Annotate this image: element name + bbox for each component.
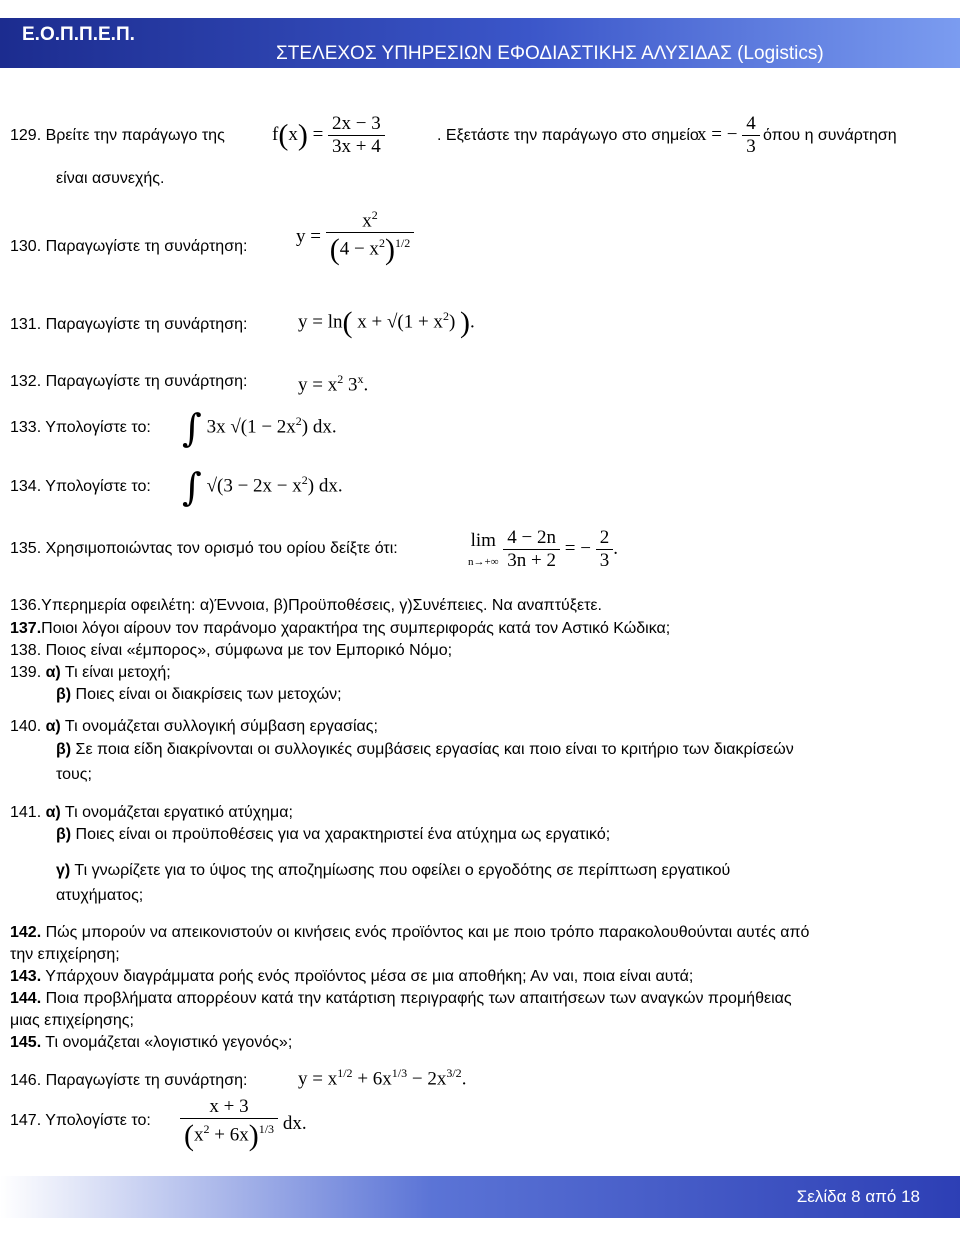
q138-text: 138. Ποιος είναι «έμπορος», σύμφωνα με τον Εμπορικό Νόμο; bbox=[10, 642, 453, 659]
q137 bbox=[10, 620, 670, 638]
q139-b bbox=[56, 686, 342, 704]
q140-a bbox=[10, 718, 378, 736]
q133-formula: ∫ 3x $√(1 - 2x^2)$ dx. bbox=[182, 406, 337, 450]
q135-text: 135. Χρησιμοποιώντας τον ορισμό του ορίου δείξτε ότι: bbox=[10, 540, 398, 557]
q137-text: Ποιοι λόγοι αίρουν τον παράνομο χαρακτήρα της συμπεριφοράς κατά τον Αστικό Κώδικα; bbox=[41, 620, 671, 637]
q141-b bbox=[56, 826, 610, 844]
q133-text: 133. Υπολογίστε το: bbox=[10, 419, 151, 436]
q145-num: 145. bbox=[10, 1034, 42, 1051]
q137-num: 137. bbox=[10, 620, 42, 637]
org-name: Ε.Ο.Π.Π.Ε.Π. bbox=[22, 24, 135, 45]
q129-line2: είναι ασυνεχής. bbox=[56, 170, 165, 187]
q142 bbox=[10, 924, 809, 942]
q142-text2: την επιχείρηση; bbox=[10, 946, 120, 963]
q141-b-label: β) bbox=[56, 826, 72, 843]
q140-b-label: β) bbox=[56, 741, 72, 758]
q141-c-label: γ) bbox=[56, 862, 71, 879]
page-header bbox=[0, 0, 960, 84]
q129-suffix: όπου η συνάρτηση bbox=[763, 127, 897, 144]
q140-num: 140. bbox=[10, 718, 42, 735]
q140-a-label: α) bbox=[45, 718, 61, 735]
q142-num: 142. bbox=[10, 924, 42, 941]
q129-function: f(x) = $\frac{2x - 3}{3x + 4}$ bbox=[272, 113, 385, 158]
q139-b-text: Ποιες είναι οι διακρίσεις των μετοχών; bbox=[75, 686, 342, 703]
q139-a-label: α) bbox=[45, 664, 61, 681]
page-number: Σελίδα 8 από 18 bbox=[796, 1187, 920, 1206]
q147-text: 147. Υπολογίστε το: bbox=[10, 1112, 151, 1129]
q146-text: 146. Παραγωγίστε τη συνάρτηση: bbox=[10, 1072, 248, 1089]
q142-text: Πώς μπορούν να απεικονιστούν οι κινήσεις ενός προϊόντος και με ποιο τρόπο παρακολουθούνται αυτές από bbox=[45, 924, 810, 941]
q145-text: Τι ονομάζεται «λογιστικό γεγονός»; bbox=[45, 1034, 293, 1051]
q143-text: Υπάρχουν διαγράμματα ροής ενός προϊόντος μέσα σε μια αποθήκη; Αν ναι, ποια είναι αυτά; bbox=[45, 968, 694, 985]
q141-a-label: α) bbox=[45, 804, 61, 821]
q141-a bbox=[10, 804, 293, 822]
q141-c2: ατυχήματος; bbox=[56, 887, 144, 904]
q140-b2: τους; bbox=[56, 766, 92, 783]
q140-a-text: Τι ονομάζεται συλλογική σύμβαση εργασίας; bbox=[64, 718, 378, 735]
q132-formula: $y = x^2$ 3$^x$. bbox=[298, 372, 369, 396]
q129-middle: . Εξετάστε την παράγωγο στο σημείο bbox=[437, 127, 699, 144]
q131-text: 131. Παραγωγίστε τη συνάρτηση: bbox=[10, 316, 248, 333]
q132-text: 132. Παραγωγίστε τη συνάρτηση: bbox=[10, 373, 248, 390]
q131-formula: y = ln( $x + √(1 + x^2)$ ). bbox=[298, 306, 475, 339]
q144-text2: μιας επιχείρησης; bbox=[10, 1012, 134, 1029]
q144-num: 144. bbox=[10, 990, 42, 1007]
q135-formula: lim n→+∞ $\frac{4 - 2n}{3n + 2}$ = − $\frac{2}{3}$ . bbox=[468, 527, 618, 571]
q139-a-text: Τι είναι μετοχή; bbox=[64, 664, 171, 681]
q129-point: x = − $\frac{4}{3}$ bbox=[697, 113, 760, 158]
q146-formula: $y = x^{1/2} + 6x^{1/3} - 2x^{3/2}$. bbox=[298, 1066, 467, 1090]
q145 bbox=[10, 1034, 292, 1052]
q134-text: 134. Υπολογίστε το: bbox=[10, 478, 151, 495]
q129-prefix: 129. Βρείτε την παράγωγο της bbox=[10, 127, 225, 144]
q144-text: Ποια προβλήματα απορρέουν κατά την κατάρτιση περιγραφής των απαιτήσεων των αναγκών προμήθειας bbox=[45, 990, 792, 1007]
q147-formula: $\frac{x + 3}{(x^2 + 6x)^{1/3}}$ dx. bbox=[180, 1096, 307, 1153]
q130-formula: y = $\frac{x^2}{(4 - x^2)^{1/2}}$ bbox=[296, 208, 414, 267]
q143 bbox=[10, 968, 693, 986]
q141-a-text: Τι ονομάζεται εργατικό ατύχημα; bbox=[64, 804, 293, 821]
q141-c bbox=[56, 862, 730, 880]
q140-b bbox=[56, 741, 794, 759]
q136-text: 136.Υπερημερία οφειλέτη: α)Έννοια, β)Προϋποθέσεις, γ)Συνέπειες. Να αναπτύξετε. bbox=[10, 597, 602, 614]
q139-b-label: β) bbox=[56, 686, 72, 703]
q140-b-text: Σε ποια είδη διακρίνονται οι συλλογικές συμβάσεις εργασίας και ποιο είναι το κριτήριο των διακρίσεών bbox=[75, 741, 794, 758]
q139-num: 139. bbox=[10, 664, 42, 681]
q139-a bbox=[10, 664, 171, 682]
q130-text: 130. Παραγωγίστε τη συνάρτηση: bbox=[10, 238, 248, 255]
q141-num: 141. bbox=[10, 804, 42, 821]
q134-formula: ∫ $√(3 - 2x - x^2)$ dx. bbox=[182, 465, 343, 509]
q141-c-text: Τι γνωρίζετε για το ύψος της αποζημίωσης που οφείλει ο εργοδότης σε περίπτωση εργατικού bbox=[74, 862, 731, 879]
q141-b-text: Ποιες είναι οι προϋποθέσεις για να χαρακτηριστεί ένα ατύχημα ως εργατικό; bbox=[75, 826, 611, 843]
q143-num: 143. bbox=[10, 968, 42, 985]
q144 bbox=[10, 990, 792, 1008]
header-title: ΣΤΕΛΕΧΟΣ ΥΠΗΡΕΣΙΩΝ ΕΦΟΔΙΑΣΤΙΚΗΣ ΑΛΥΣΙΔΑΣ (Logistics) bbox=[276, 43, 824, 64]
